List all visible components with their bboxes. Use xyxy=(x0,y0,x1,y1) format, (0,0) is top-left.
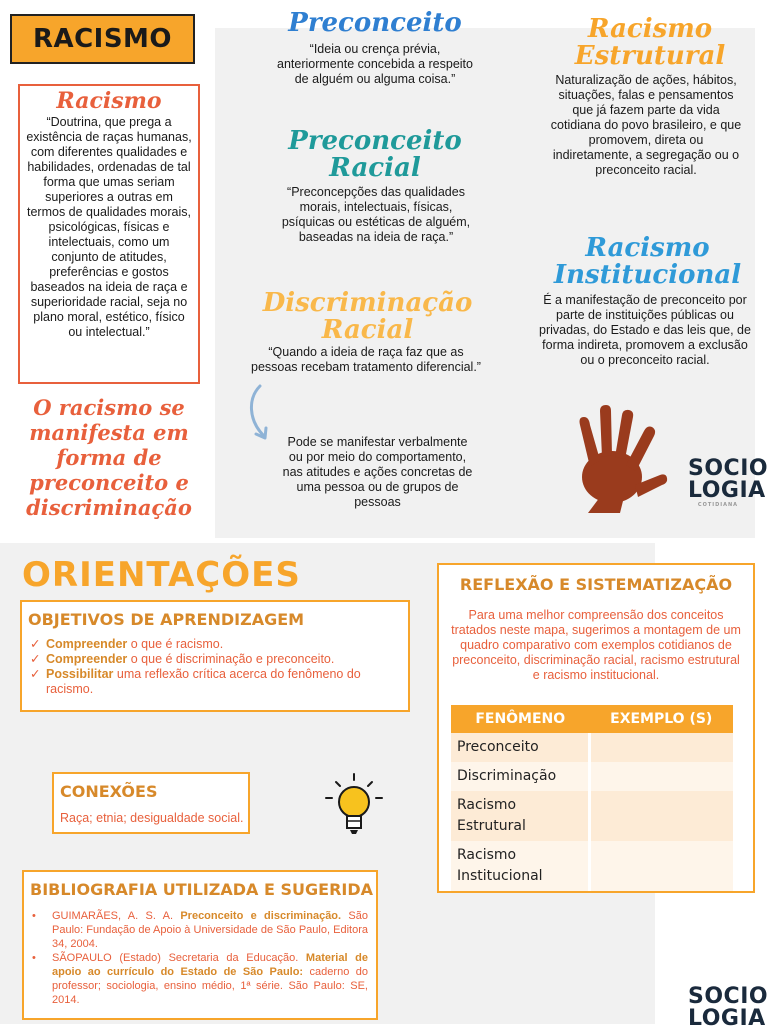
discriminacao-title-line1: Discriminação xyxy=(262,288,473,318)
estrutural-title xyxy=(550,16,750,71)
preconceito-racial-title-line2: Racial xyxy=(329,153,421,184)
check-icon: ✓ xyxy=(30,667,41,681)
handprint-icon xyxy=(560,405,670,515)
bullet-icon: • xyxy=(32,952,36,964)
estrutural-text: Naturalização de ações, hábitos, situações, falas e pensamentos que já fazem parte da vida cotidiana do povo brasileiro, e que promovem, direta ou indiretamente, a segregação ou o preconceito racial. xyxy=(550,73,742,177)
racismo-label: RACISMO xyxy=(10,14,195,64)
objetivos-title: OBJETIVOS DE APRENDIZAGEM xyxy=(28,610,305,629)
manifest-quote: O racismo se manifesta em forma de preconceito e discriminação xyxy=(26,395,192,520)
table-cell-fenomeno: Racismo Estrutural xyxy=(451,791,590,841)
institucional-title-line1: Racismo xyxy=(585,233,710,263)
institucional-title-line2: Institucional xyxy=(553,260,742,291)
racismo-card xyxy=(18,84,200,384)
discriminacao-text: “Quando a ideia de raça faz que as pessoas recebam tratamento diferencial.” xyxy=(251,345,481,374)
discriminacao-title-line2: Racial xyxy=(321,315,414,346)
objetivo-item xyxy=(30,637,400,652)
bib-item: • GUIMARÃES, A. S. A. Preconceito e discriminação. São Paulo: Fundação de Apoio à Universidade de São Paulo, Editora 34, 2004. xyxy=(32,910,368,950)
table-row xyxy=(451,841,733,891)
sociologia-logo-bottom xyxy=(688,984,768,1031)
curved-arrow-icon xyxy=(244,384,276,444)
objetivo-item xyxy=(30,652,400,667)
orientacoes-title: ORIENTAÇÕES xyxy=(22,555,301,595)
estrutural-title-line2: Estrutural xyxy=(574,41,726,72)
racismo-title: Racismo xyxy=(56,88,162,114)
table-row xyxy=(451,762,733,791)
preconceito-text: “Ideia ou crença prévia, anteriormente concebida a respeito de alguém ou alguma coisa.” xyxy=(277,42,473,86)
table-cell-fenomeno: Racismo Institucional xyxy=(451,841,590,891)
table-cell-exemplo[interactable] xyxy=(590,733,734,762)
objetivo-text: Compreender o que é racismo. xyxy=(46,637,224,651)
preconceito-racial-title-line1: Preconceito xyxy=(288,126,462,156)
table-header-fenomeno: FENÔMENO xyxy=(451,705,590,733)
table-row xyxy=(451,791,733,841)
logo-line1: SOCIO xyxy=(688,456,768,481)
table-cell-exemplo[interactable] xyxy=(590,841,734,891)
conexoes-text: Raça; etnia; desigualdade social. xyxy=(60,811,244,825)
objetivo-text: Compreender o que é discriminação e preconceito. xyxy=(46,652,335,666)
racismo-definition: “Doutrina, que prega a existência de raças humanas, com diferentes qualidades e habilidades, ordenadas de tal forma que umas seriam superiores a outras em termos de qualidades morais, psicológicas, físicas e intelectuais, como um conjunto de atitudes, preferências e gostos baseados na ideia de raça e superioridade racial, seja no plano moral, estético, físico ou intelectual.” xyxy=(26,115,192,340)
preconceito-title: Preconceito xyxy=(288,8,462,38)
reflexao-title: REFLEXÃO E SISTEMATIZAÇÃO xyxy=(459,575,733,594)
table-cell-exemplo[interactable] xyxy=(590,762,734,791)
logo-sub: COTIDIANA xyxy=(697,502,739,508)
logo-line2: LOGIA xyxy=(688,478,766,503)
table-cell-exemplo[interactable] xyxy=(590,791,734,841)
bibliografia-box xyxy=(22,870,378,1020)
preconceito-racial-text: “Preconcepções das qualidades morais, intelectuais, físicas, psíquicas ou estéticas de alguém, baseadas na ideia de raça.” xyxy=(281,185,471,244)
table-header-exemplo: EXEMPLO (S) xyxy=(590,705,734,733)
objetivos-list xyxy=(30,637,400,697)
logo-bottom-line2: LOGIA xyxy=(688,1006,766,1031)
reflexao-box xyxy=(437,563,755,893)
conexoes-box xyxy=(52,772,250,834)
manifest-text: Pode se manifestar verbalmente ou por meio do comportamento, nas atitudes e ações concretas de uma pessoa ou de grupos de pessoas xyxy=(282,435,473,509)
preconceito-racial-title xyxy=(270,128,480,183)
estrutural-title-line1: Racismo xyxy=(587,14,713,44)
lightbulb-icon xyxy=(322,772,386,838)
bibliografia-title: BIBLIOGRAFIA UTILIZADA E SUGERIDA xyxy=(30,880,374,899)
objetivo-item xyxy=(30,667,400,697)
bibliografia-list xyxy=(32,909,368,1007)
check-icon: ✓ xyxy=(30,637,41,651)
bib-item: • SÃOPAULO (Estado) Secretaria da Educação. Material de apoio ao currículo do Estado de São Paulo: caderno do professor; sociologia, ensino médio, 1ª série. São Paulo: SE, 2014. xyxy=(32,952,368,1006)
table-cell-fenomeno: Preconceito xyxy=(451,733,590,762)
check-icon: ✓ xyxy=(30,652,41,666)
institucional-text: É a manifestação de preconceito por parte de instituições públicas ou privadas, do Estado e das leis que, de forma indireta, promovem a exclusão ou o preconceito racial. xyxy=(539,293,751,367)
table-row xyxy=(451,733,733,762)
table-cell-fenomeno: Discriminação xyxy=(451,762,590,791)
institucional-title xyxy=(540,235,755,290)
sociologia-logo xyxy=(688,456,768,508)
discriminacao-title xyxy=(255,290,480,345)
logo-bottom-line1: SOCIO xyxy=(688,984,768,1009)
reflexao-text: Para uma melhor compreensão dos conceitos tratados neste mapa, sugerimos a montagem de um quadro comparativo com exemplos cotidianos de preconceito, discriminação racial, racismo estrutural e racismo institucional. xyxy=(451,608,741,682)
objetivos-box xyxy=(20,600,410,712)
bullet-icon: • xyxy=(32,910,36,922)
conexoes-title: CONEXÕES xyxy=(60,782,158,801)
comparative-table xyxy=(451,705,733,891)
objetivo-text: Possibilitar uma reflexão crítica acerca do fenômeno do racismo. xyxy=(46,667,361,696)
